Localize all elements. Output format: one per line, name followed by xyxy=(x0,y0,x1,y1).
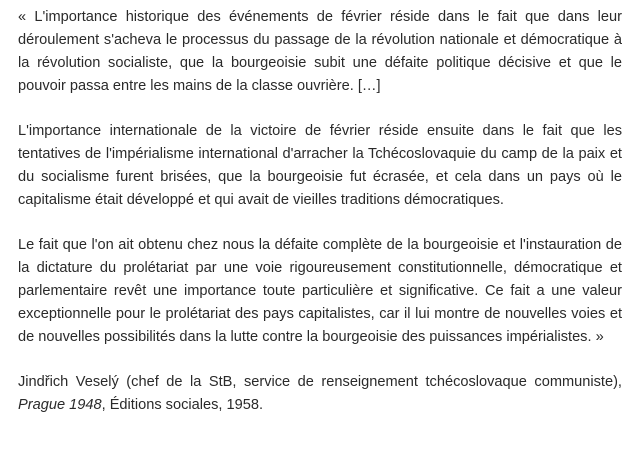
citation-publisher: , Éditions sociales, 1958. xyxy=(101,397,264,413)
citation-author: Jindřich Veselý (chef de la StB, service de renseignement tchécoslovaque communiste), xyxy=(18,374,622,390)
citation-title: Prague 1948 xyxy=(18,397,102,413)
source-citation xyxy=(18,371,622,417)
quote-paragraph-1: « L'importance historique des événements de février réside dans le fait que dans leur déroulement s'acheva le processus du passage de la révolution nationale et démocratique à la révolution socialiste, que la bourgeoisie subit une défaite politique décisive et que le pouvoir passa entre les mains de la classe ouvrière. […] xyxy=(18,9,622,94)
quote-paragraph-3: Le fait que l'on ait obtenu chez nous la défaite complète de la bourgeoisie et l'instauration de la dictature du prolétariat par une voie rigoureusement constitutionnelle, démocratique et parlementaire revêt une importance toute particulière et significative. Ce fait a une valeur exceptionnelle pour le prolétariat des pays capitalistes, car il lui montre de nouvelles voies et de nouvelles possibilités dans la lutte contre la bourgeoisie des puissances impérialistes. » xyxy=(18,237,622,345)
quote-paragraph-2: L'importance internationale de la victoire de février réside ensuite dans le fait que les tentatives de l'impérialisme international d'arracher la Tchécoslovaquie du camp de la paix et du socialisme furent brisées, que la bourgeoisie fut écrasée, et cela dans un pays où le capitalisme était développé et qui avait de vieilles traditions démocratiques. xyxy=(18,123,622,208)
